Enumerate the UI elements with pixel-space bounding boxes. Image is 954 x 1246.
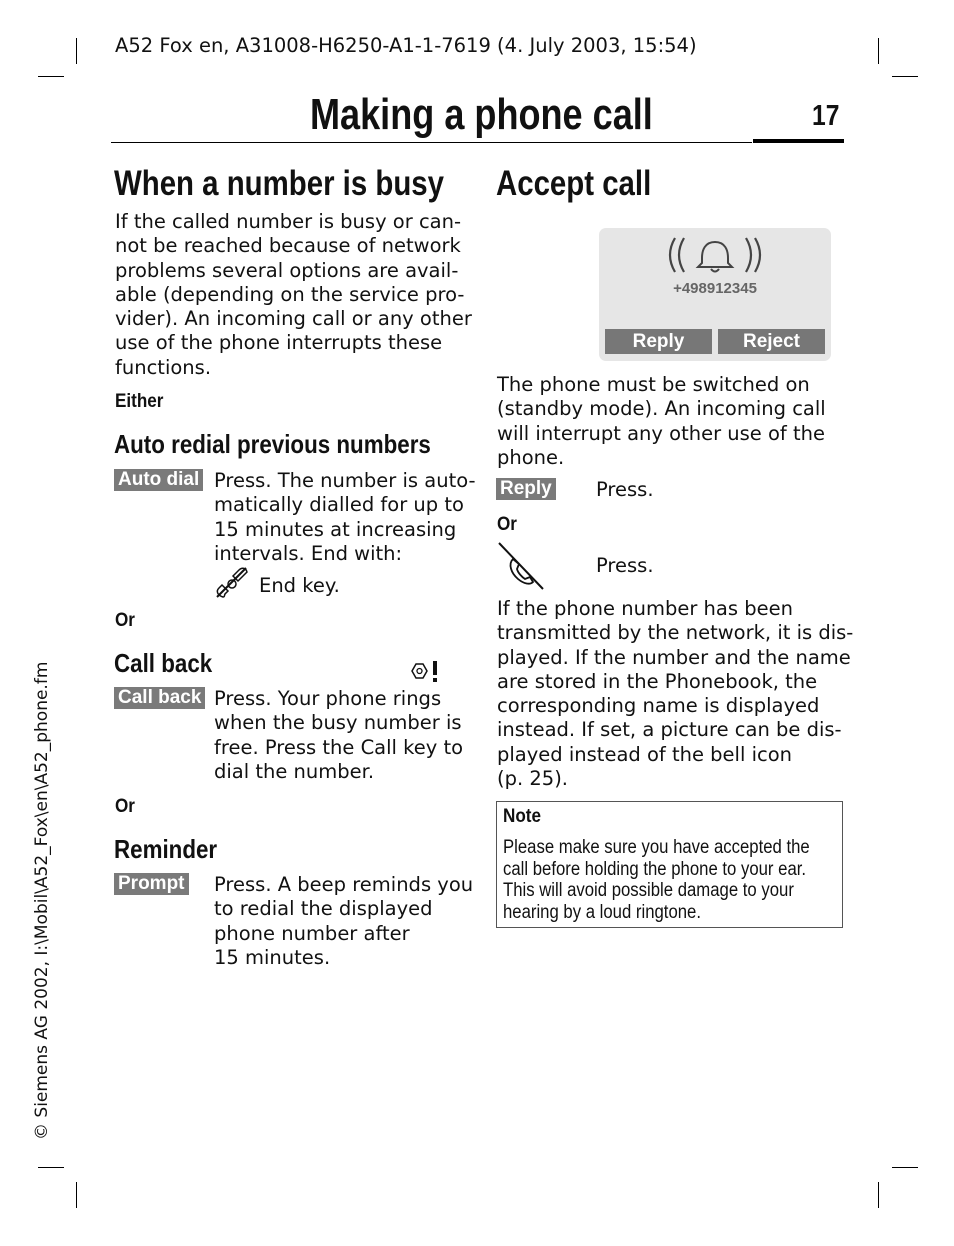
crop-mark bbox=[878, 38, 879, 64]
text-line: dial the number. bbox=[214, 759, 375, 783]
text-line: problems several options are avail- bbox=[115, 258, 459, 282]
reply-instruction bbox=[596, 478, 654, 502]
page-title: Making a phone call bbox=[310, 90, 653, 139]
prompt-softkey[interactable]: Prompt bbox=[114, 873, 189, 895]
text-line: If the called number is busy or can- bbox=[115, 210, 462, 233]
text-line: played. If the number and the name bbox=[497, 645, 851, 669]
text-line: End key. bbox=[259, 574, 340, 597]
text-line: (p. 25). bbox=[497, 767, 569, 791]
or-label: Or bbox=[115, 796, 135, 817]
text-line: Press. A beep reminds you bbox=[214, 873, 474, 896]
text-line: are stored in the Phonebook, the bbox=[497, 669, 818, 693]
text-line: If the phone number has been bbox=[497, 597, 793, 620]
crop-mark bbox=[892, 76, 918, 77]
text-line: when the busy number is bbox=[214, 711, 462, 735]
phone-display bbox=[599, 228, 831, 361]
text-line: Press. The number is auto- bbox=[214, 469, 476, 492]
text-line: phone. bbox=[497, 445, 565, 469]
or-label: Or bbox=[497, 514, 517, 535]
text-line: transmitted by the network, it is dis- bbox=[497, 621, 854, 645]
text-line: to redial the displayed bbox=[214, 897, 433, 921]
text-line: functions. bbox=[115, 355, 212, 379]
text-line: Press. bbox=[596, 478, 654, 501]
text-line: matically dialled for up to bbox=[214, 493, 464, 517]
text-line: vider). An incoming call or any other bbox=[115, 307, 472, 331]
text-line: corresponding name is displayed bbox=[497, 694, 820, 718]
end-key-icon bbox=[213, 564, 251, 600]
ringing-bell-icon bbox=[663, 234, 767, 278]
reply-softkey[interactable]: Reply bbox=[496, 478, 556, 500]
text-line: 15 minutes. bbox=[214, 945, 331, 969]
text-line: played instead of the bell icon bbox=[497, 742, 792, 766]
text-line: Press. bbox=[596, 554, 654, 577]
crop-mark bbox=[38, 76, 64, 77]
end-key-label bbox=[259, 574, 340, 598]
auto-redial-heading: Auto redial previous numbers bbox=[114, 429, 431, 459]
auto-redial-text bbox=[214, 469, 476, 566]
text-line: not be reached because of network bbox=[115, 234, 461, 258]
note-body bbox=[503, 837, 810, 923]
text-line: (standby mode). An incoming call bbox=[497, 397, 826, 421]
sidebar-file-path: © Siemens AG 2002, I:\Mobil\A52_Fox\en\A52_phone.fm bbox=[32, 661, 52, 1140]
text-line: call before holding the phone to your ear. bbox=[503, 858, 807, 880]
crop-mark bbox=[76, 38, 77, 64]
reject-softkey-display[interactable]: Reject bbox=[718, 329, 825, 354]
call-key-instruction bbox=[596, 554, 654, 578]
crop-mark bbox=[76, 1182, 77, 1208]
note-title: Note bbox=[503, 806, 542, 827]
crop-mark bbox=[878, 1182, 879, 1208]
text-line: 15 minutes at increasing bbox=[214, 517, 457, 541]
text-line: Please make sure you have accepted the bbox=[503, 837, 810, 858]
note-box bbox=[496, 801, 843, 928]
document-meta: A52 Fox en, A31008-H6250-A1-1-7619 (4. July 2003, 15:54) bbox=[115, 34, 697, 57]
caller-number: +498912345 bbox=[673, 280, 757, 297]
text-line: The phone must be switched on bbox=[497, 373, 810, 396]
call-back-heading: Call back bbox=[114, 648, 213, 678]
crop-mark bbox=[38, 1167, 64, 1168]
text-line: free. Press the Call key to bbox=[214, 735, 464, 759]
text-line: instead. If set, a picture can be dis- bbox=[497, 718, 842, 742]
reminder-text bbox=[214, 873, 473, 970]
page-number-rule bbox=[753, 139, 844, 143]
network-feature-icon bbox=[410, 659, 442, 683]
reminder-heading: Reminder bbox=[114, 834, 218, 864]
page-number: 17 bbox=[812, 100, 840, 132]
call-back-softkey[interactable]: Call back bbox=[114, 687, 205, 709]
text-line: able (depending on the service pro- bbox=[115, 282, 465, 306]
busy-intro bbox=[115, 210, 472, 380]
section-heading-accept: Accept call bbox=[496, 164, 652, 203]
or-label: Or bbox=[115, 610, 135, 631]
text-line: phone number after bbox=[214, 921, 410, 945]
call-key-icon bbox=[497, 541, 545, 591]
auto-dial-softkey[interactable]: Auto dial bbox=[114, 469, 203, 491]
text-line: Press. Your phone rings bbox=[214, 687, 442, 710]
text-line: will interrupt any other use of the bbox=[497, 421, 825, 445]
accept-description bbox=[497, 597, 853, 791]
accept-intro bbox=[497, 373, 826, 470]
section-heading-busy: When a number is busy bbox=[114, 164, 445, 203]
crop-mark bbox=[892, 1167, 918, 1168]
text-line: intervals. End with: bbox=[214, 541, 403, 565]
text-line: hearing by a loud ringtone. bbox=[503, 901, 701, 923]
header-rule bbox=[111, 142, 752, 143]
either-label: Either bbox=[115, 391, 164, 412]
text-line: This will avoid possible damage to your bbox=[503, 880, 794, 901]
text-line: use of the phone interrupts these bbox=[115, 331, 443, 355]
call-back-text bbox=[214, 687, 463, 784]
reply-softkey-display[interactable]: Reply bbox=[605, 329, 712, 354]
